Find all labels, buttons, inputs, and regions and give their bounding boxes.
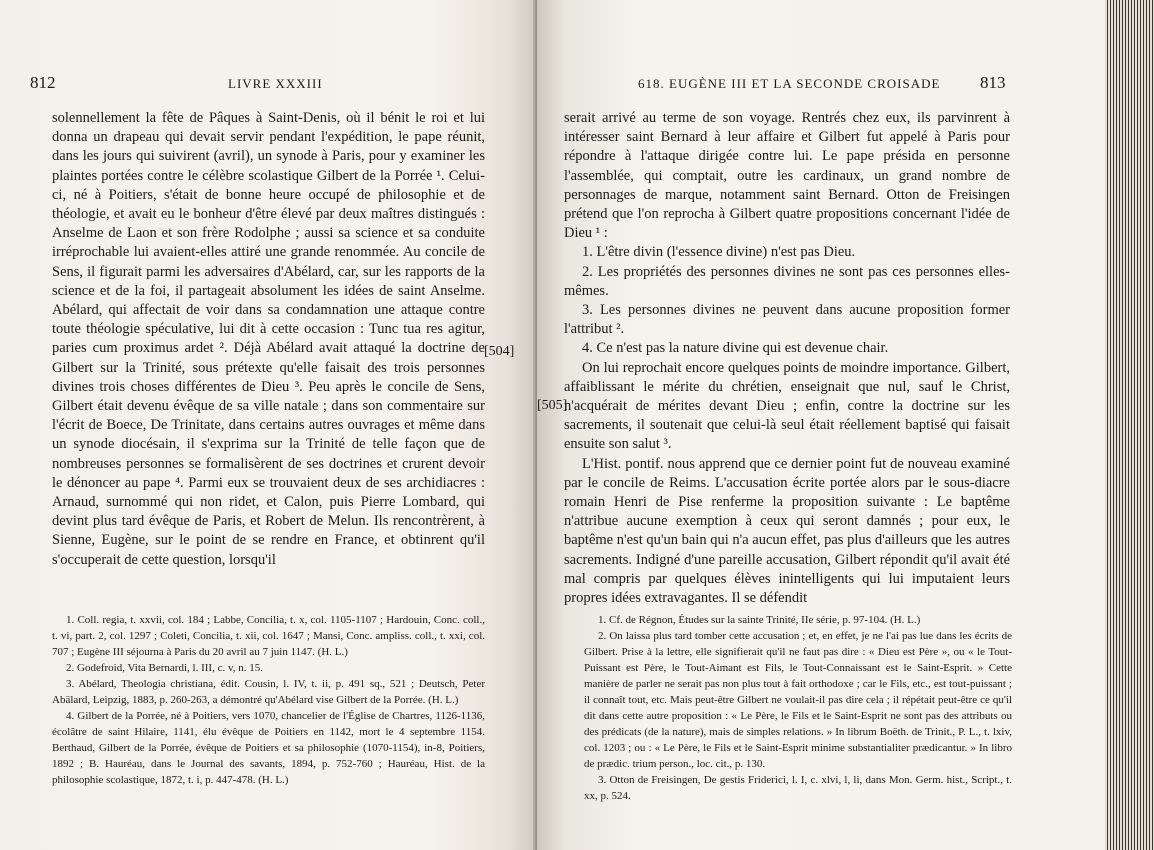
margin-note: [505]	[537, 398, 568, 413]
footnote: 2. Godefroid, Vita Bernardi, l. III, c. v, n. 15.	[66, 662, 263, 674]
paragraph: L'Hist. pontif. nous apprend que ce dernier point fut de nouveau examiné par le concile de Reims. L'accusation écrite portée alors par le sous-diacre romain Henri de Pise renferme la proposition suivante : Le baptême n'attribue aucune exemption à ceux qui seront damnés ; pour eux, le baptême n'est qu'un bain qui n'a aucun effet, pas plus d'ailleurs que les autres sacrements. Indigné d'une pareille accusation, Gilbert répondit qu'il avait été mal compris par quelques élèves inintelligents qui lui imputaient leurs propres idées extravagantes. Il se défendit	[564, 455, 1010, 607]
paragraph: 3. Les personnes divines ne peuvent dans aucune proposition former l'attribut ².	[564, 302, 1010, 338]
page-edges	[1105, 0, 1154, 850]
footnote: 1. Coll. regia, t. xxvii, col. 184 ; Labbe, Concilia, t. x, col. 1105-1107 ; Hardouin, Conc. coll., t. vi, part. 2, col. 1297 ; Coleti, Concilia, t. xii, col. 1647 ; Mansi, Conc. ampliss. coll., t. xxi, col. 707 ; Eugène III séjourna à Paris du 20 avril au 7 juin 1147. (H. L.)	[52, 614, 485, 658]
paragraph: serait arrivé au terme de son voyage. Rentrés chez eux, ils parvinrent à intéresser saint Bernard à leur affaire et Gilbert fut appelé à Paris pour répondre à l'attaque dirigée contre lui. Le pape présida en personne l'assemblée, qui comptait, outre les cardinaux, un grand nombre de personnages de marque, notamment saint Bernard. Otton de Freisingen prétend que l'on reprocha à Gilbert quatre propositions concernant l'idée de Dieu ¹ :	[564, 110, 1010, 242]
paragraph: solennellement la fête de Pâques à Saint-Denis, où il bénit le roi et lui donna un drapeau qui devait servir pendant l'expédition, le pape réunit, dans les jours qui suivirent (avril), un synode à Paris, pour y examiner les plaintes portées contre le célèbre scolastique Gilbert de la Porrée ¹. Celui-ci, né à Poitiers, s'était de bonne heure occupé de philosophie et de théologie, et avait eu le bonheur d'être élevé par deux maîtres distingués : Anselme de Laon et son frère Rodolphe ; aussi sa science et sa conduite irréprochable lui avaient-elles attiré une grande renommée. Au concile de Sens, il figurait parmi les adversaires d'Abélard, car, sur les rapports de la science et de la foi, il partageait absolument les idées de saint Anselme. Abélard, qui affectait de voir dans sa condamnation une attaque contre toute théologie spéculative, lui dit à cette occasion : Tunc tua res agitur, paries cum proximus ardet ². Déjà Abélard avait attaqué la doctrine de Gilbert sur la Trinité, sous prétexte qu'elle faisait des trois personnes divines trois choses différentes de Dieu ³. Peu après le concile de Sens, Gilbert était devenu évêque de sa ville natale ; dans son commentaire sur l'écrit de Boece, De Trinitate, dans certains autres ouvrages et même dans un synode diocésain, il s'exprima sur la Trinité de telle façon que de nombreuses personnes se formalisèrent de ses doctrines et crurent devoir le dénoncer au pape ⁴. Parmi eux se trouvaient deux de ses archidiacres : Arnaud, surnommé qui non ridet, et Calon, puis Pierre Lombard, qui devint plus tard évêque de Paris, et Robert de Melun. Ils rencontrèrent, à Sienne, Eugène, sur le point de se rendre en France, et obtinrent qu'il s'occuperait de cette question, lorsqu'il	[52, 110, 485, 568]
footnotes	[52, 612, 485, 788]
body-text	[52, 109, 485, 570]
running-head: LIVRE XXXIII	[228, 76, 323, 91]
left-page	[0, 0, 537, 850]
paragraph: 4. Ce n'est pas la nature divine qui est devenue chair.	[582, 340, 889, 357]
footnote: 3. Otton de Freisingen, De gestis Friderici, l. I, c. xlvi, l, li, dans Mon. Germ. hist., Script., t. xx, p. 524.	[584, 774, 1012, 802]
margin-note: [504]	[484, 344, 515, 359]
footnote: 1. Cf. de Régnon, Études sur la sainte Trinité, IIe série, p. 97-104. (H. L.)	[598, 614, 921, 626]
right-page	[537, 0, 1105, 850]
footnote: 3. Abélard, Theologia christiana, édit. Cousin, l. IV, t. ii, p. 491 sq., 521 ; Deutsch, Peter Abälard, Leipzig, 1883, p. 260-263, a démontré qu'Abélard vise Gilbert de la Porrée. (H. L.)	[52, 678, 485, 706]
page-number: 812	[30, 73, 56, 92]
footnotes	[584, 612, 1012, 804]
footnote: 4. Gilbert de la Porrée, né à Poitiers, vers 1070, chancelier de l'Église de Chartres, 1126-1136, écolâtre de saint Hilaire, 1141, élu évêque de Poitiers en 1142, mort le 4 septembre 1154. Berthaud, Gilbert de la Porrée, évêque de Poitiers et sa philosophie (1070-1154), in-8, Poitiers, 1892 ; B. Hauréau, dans le Journal des savants, 1894, p. 752-760 ; Hauréau, Hist. de la philosophie scolastique, 1872, t. i, p. 447-478. (H. L.)	[52, 710, 485, 786]
paragraph: 2. Les propriétés des personnes divines ne sont pas ces personnes elles-mêmes.	[564, 263, 1010, 299]
paragraph: On lui reprochait encore quelques points de moindre importance. Gilbert, affaiblissant le mérite du chrétien, enseignait que nul, sauf le Christ, n'acquérait de mérites devant Dieu ; enfin, contre la doctrine sur les sacrements, il soutenait que celui-là seul était réellement baptisé qui faisait ensuite son salut ³.	[564, 359, 1010, 453]
body-text	[564, 109, 1010, 608]
footnote: 2. On laissa plus tard tomber cette accusation ; et, en effet, je ne l'ai pas lue dans les écrits de Gilbert. Prise à la lettre, elle signifierait qu'il ne faut pas dire : « Dieu est Père », ou « le Tout-Puissant est Père, le Tout-Aimant est Fils, le Tout-Connaissant est le Saint-Esprit. » Cette manière de parler ne serait pas non plus tout à fait orthodoxe ; car le Fils, etc., est tout-puissant ; il connaît tout, etc. Mais peut-être Gilbert ne voulait-il pas dire cela ; il répétait peut-être ce qu'il dit dans cette autre proposition : « Le Père, le Fils et le Saint-Esprit ne sont pas des attributs ou des prédicats (de la nature), mais de simples relations. » In librum Boëth. de Trinit., P. L., t. lxiv, col. 1203 ; ou : « Le Père, le Fils et le Saint-Esprit minime substantialiter prædicantur. » In libro de prædic. trium person., loc. cit., p. 130.	[584, 630, 1012, 770]
page-number: 813	[980, 73, 1006, 92]
running-head: 618. EUGÈNE III ET LA SECONDE CROISADE	[638, 76, 941, 91]
paragraph: 1. L'être divin (l'essence divine) n'est pas Dieu.	[582, 244, 856, 261]
